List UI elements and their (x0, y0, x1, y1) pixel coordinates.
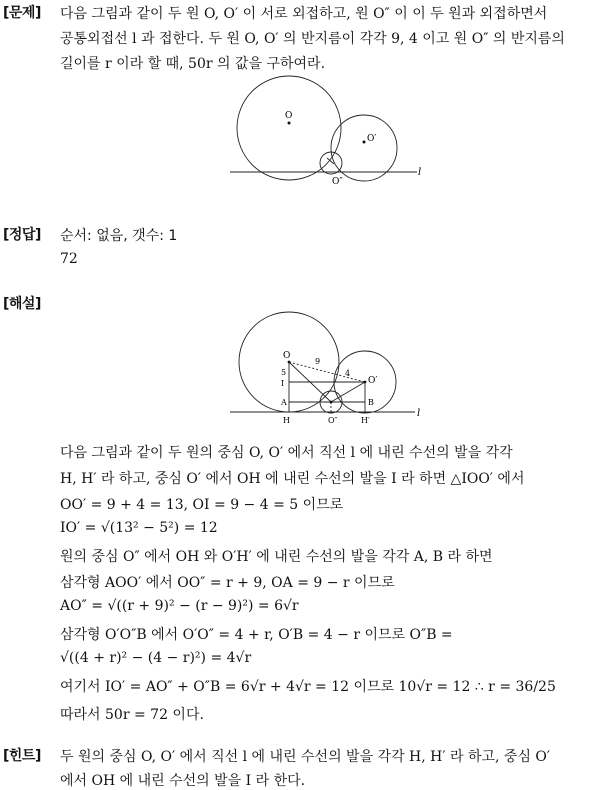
circle-O (237, 76, 341, 180)
label-B: B (368, 398, 374, 407)
problem-line-1: 다음 그림과 같이 두 원 O, O′ 이 서로 외접하고, 원 O″ 이 이 두 원과 외접하면서 (60, 6, 548, 22)
solution-line-7: AO″ = √((r + 9)² − (r − 9)²) = 6√r (60, 598, 299, 614)
solution-line-2: H, H′ 라 하고, 중심 O′ 에서 OH 에 내린 수선의 발을 I 라 하면 △IOO′ 에서 (60, 471, 525, 487)
problem-line-2: 공통외접선 l 과 접한다. 두 원 O, O′ 의 반지름이 각각 9, 4 이고 원 O″ 의 반지름의 (60, 31, 565, 47)
label-4: 4 (345, 369, 351, 378)
solution-line-11: 따라서 50r = 72 이다. (60, 707, 204, 723)
label-l: l (418, 167, 422, 178)
solution-line-6: 삼각형 AOO′ 에서 OO″ = r + 9, OA = 9 − r 이므로 (60, 575, 395, 591)
solution-line-4: IO′ = √(13² − 5²) = 12 (60, 520, 218, 536)
label-5: 5 (281, 368, 287, 377)
center-O-prime (364, 381, 367, 384)
label-H-prime: H′ (361, 416, 370, 425)
label-9: 9 (315, 357, 321, 366)
problem-figure (225, 72, 430, 190)
solution-line-3: OO′ = 9 + 4 = 13, OI = 9 − 4 = 5 이므로 (60, 497, 344, 513)
label-O-double-prime: O″ (332, 177, 343, 187)
hint-line-1: 두 원의 중심 O, O′ 에서 직선 l 에 내린 수선의 발을 각각 H, H′ 라 하고, 중심 O′ (60, 749, 551, 765)
label-I: I (281, 379, 285, 388)
label-O-double-prime: O″ (328, 416, 338, 425)
label-O-prime: O′ (367, 134, 377, 144)
label-O: O (283, 351, 291, 361)
center-O (288, 122, 291, 125)
solution-line-5: 원의 중심 O″ 에서 OH 와 O′H′ 에 내린 수선의 발을 각각 A, B 라 하면 (60, 549, 493, 565)
circle-O-double-prime (320, 152, 342, 174)
answer-value: 72 (60, 251, 78, 267)
solution-line-8: 삼각형 O′O″B 에서 O′O″ = 4 + r, O′B = 4 − r 이므로 O″B = (60, 627, 453, 643)
center-O (288, 361, 291, 364)
problem-line-3: 길이를 r 이라 할 때, 50r 의 값을 구하여라. (60, 56, 326, 72)
center-O-prime (363, 141, 366, 144)
label-O: O (285, 111, 293, 121)
solution-line-10: 여기서 IO′ = AO″ + O″B = 6√r + 4√r = 12 이므로 10√r = 12 ∴ r = 36/25 (60, 679, 556, 695)
circle-O-prime (331, 115, 397, 181)
hint-line-2: 에서 OH 에 내린 수선의 발을 I 라 한다. (60, 773, 306, 789)
label-O-prime: O′ (368, 376, 378, 386)
solution-figure (225, 310, 430, 430)
center-O-double-prime (330, 401, 333, 404)
answer-tag: [정답] (3, 227, 41, 243)
hint-tag: [힌트] (3, 748, 41, 764)
solution-line-1: 다음 그림과 같이 두 원의 중심 O, O′ 에서 직선 l 에 내린 수선의 발을 각각 (60, 445, 513, 461)
problem-tag: [문제] (3, 5, 41, 21)
label-H: H (283, 416, 290, 425)
label-l: l (417, 408, 421, 419)
answer-meta: 순서: 없음, 갯수: 1 (60, 228, 178, 244)
label-A: A (281, 398, 287, 407)
solution-line-9: √((4 + r)² − (4 − r)²) = 4√r (60, 650, 252, 666)
segment-OO-prime (289, 362, 365, 382)
solution-tag: [해설] (3, 296, 41, 312)
